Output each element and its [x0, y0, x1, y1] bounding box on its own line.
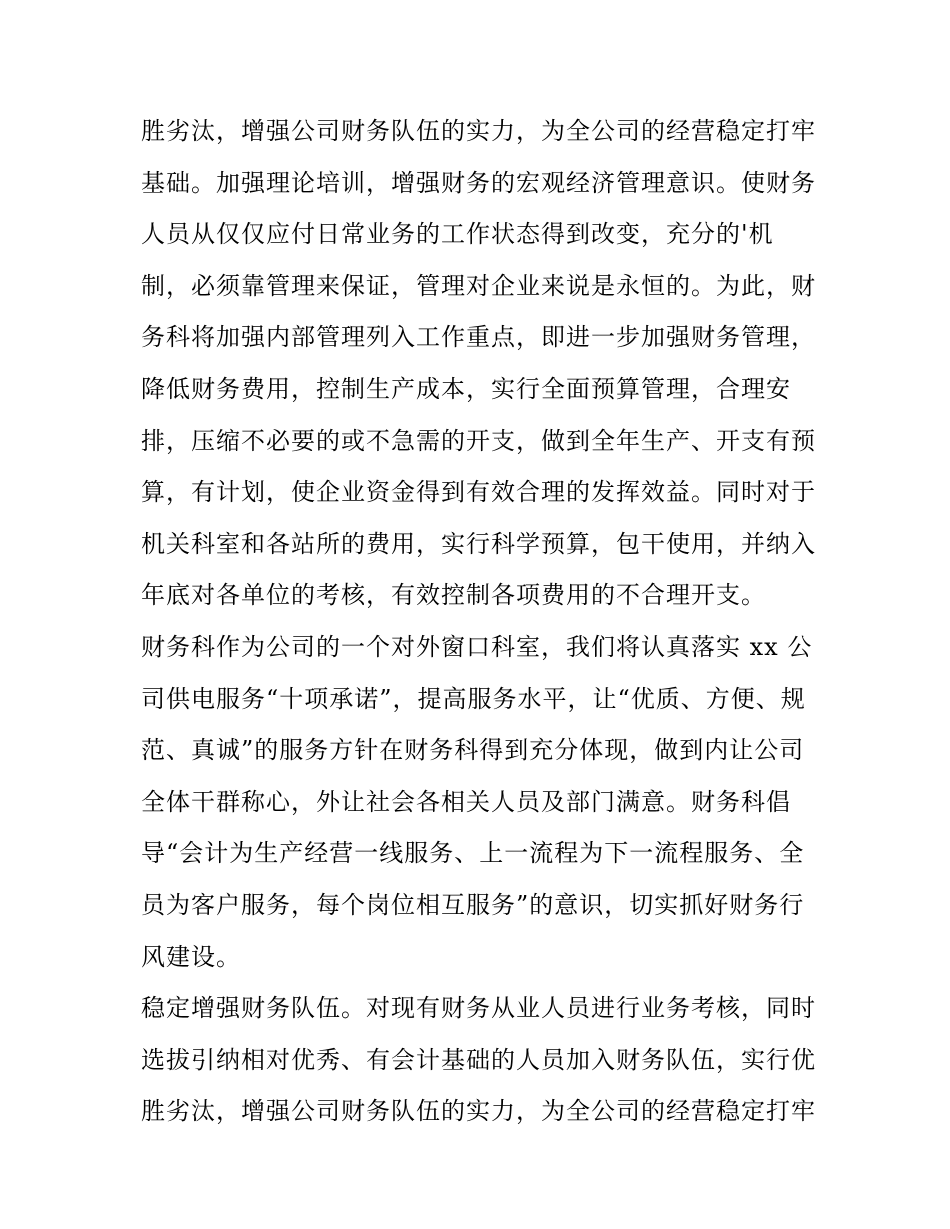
- text-line-1: 胜劣汰，增强公司财务队伍的实力，为全公司的经营稳定打牢: [141, 117, 816, 145]
- text-line-15: 导“会计为生产经营一线服务、上一流程为下一流程服务、全: [141, 839, 805, 868]
- text-line-18: 稳定增强财务队伍。对现有财务从业人员进行业务考核，同时: [141, 994, 816, 1023]
- text-line-20: 胜劣汰，增强公司财务队伍的实力，为全公司的经营稳定打牢: [141, 1097, 816, 1126]
- text-line-2: 基础。加强理论培训，增强财务的宏观经济管理意识。使财务: [141, 168, 816, 197]
- text-line-6: 降低财务费用，控制生产成本，实行全面预算管理，合理安: [141, 374, 791, 403]
- text-line-4: 制，必须靠管理来保证，管理对企业来说是永恒的。为此，财: [141, 271, 816, 300]
- text-line-17: 风建设。: [141, 942, 241, 971]
- text-line-10: 年底对各单位的考核，有效控制各项费用的不合理开支。: [141, 581, 766, 610]
- text-line-3: 人员从仅仅应付日常业务的工作状态得到改变，充分的'机: [141, 220, 774, 249]
- text-line-5: 务科将加强内部管理列入工作重点，即进一步加强财务管理，: [141, 323, 816, 352]
- text-line-9: 机关科室和各站所的费用，实行科学预算，包干使用，并纳入: [141, 529, 816, 558]
- text-line-11: 财务科作为公司的一个对外窗口科室，我们将认真落实 xx 公: [141, 632, 813, 661]
- body-text: [141, 106, 831, 1138]
- text-line-8: 算，有计划，使企业资金得到有效合理的发挥效益。同时对于: [141, 478, 816, 507]
- text-line-14: 全体干群称心，外让社会各相关人员及部门满意。财务科倡: [141, 787, 791, 816]
- text-line-13: 范、真诚”的服务方针在财务科得到充分体现，做到内让公司: [141, 736, 805, 765]
- text-line-7: 排，压缩不必要的或不急需的开支，做到全年生产、开支有预: [141, 426, 816, 455]
- text-line-12: 司供电服务“十项承诺”，提高服务水平，让“优质、方便、规: [141, 684, 806, 713]
- text-line-19: 选拔引纳相对优秀、有会计基础的人员加入财务队伍，实行优: [141, 1045, 816, 1074]
- text-line-16: 员为客户服务，每个岗位相互服务”的意识，切实抓好财务行: [141, 890, 805, 919]
